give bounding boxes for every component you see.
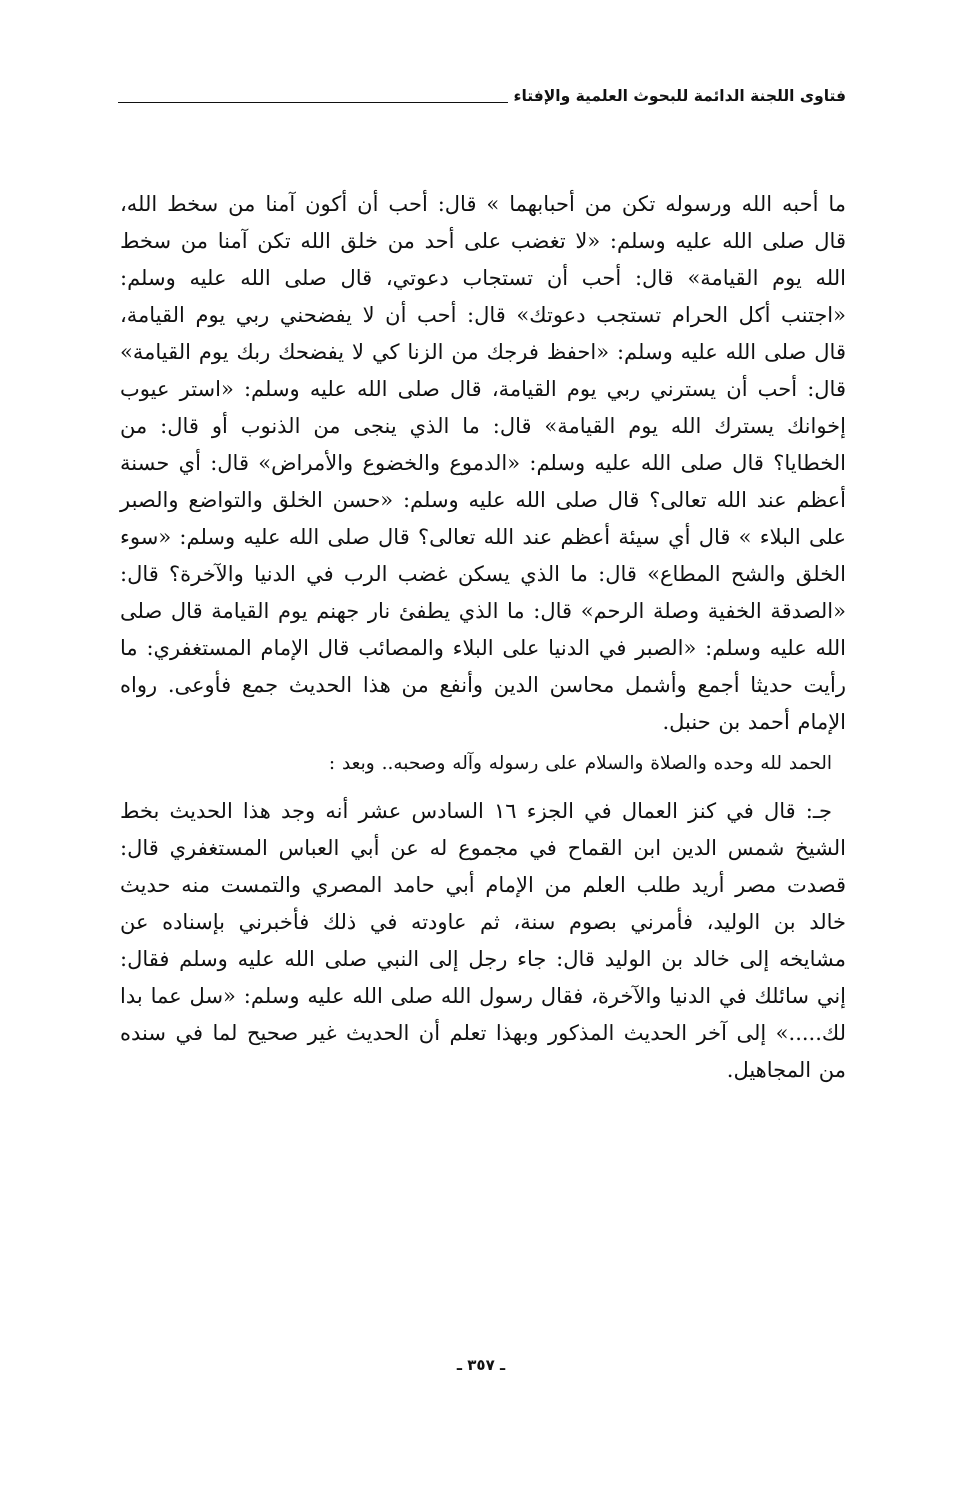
running-header [118, 84, 846, 108]
answer-paragraph: جـ: قال في كنز العمال في الجزء ١٦ السادس عشر أنه وجد هذا الحديث بخط الشيخ شمس الدين ابن القماح في مجموع له عن أبي العباس المستغفري قال: قصدت مصر أريد طلب العلم من الإمام أبي حامد المصري والتمست منه حديث خالد بن الوليد، فأمرني بصوم سنة، ثم عاودته في ذلك فأخبرني بإسناده عن مشايخه إلى خالد بن الوليد قال: جاء رجل إلى النبي صلى الله عليه وسلم فقال: إني سائلك في الدنيا والآخرة، فقال رسول الله صلى الله عليه وسلم: «سل عما بدا لك.....» إلى آخر الحديث المذكور وبهذا تعلم أن الحديث غير صحيح لما في سنده من المجاهيل. [120, 799, 846, 1082]
hadith-paragraph: ما أحبه الله ورسوله تكن من أحبابهما » قال: أحب أن أكون آمنا من سخط الله، قال صلى الله عليه وسلم: «لا تغضب على أحد من خلق الله تكن آمنا من سخط الله يوم القيامة» قال: أحب أن تستجاب دعوتي، قال صلى الله عليه وسلم: «اجتنب أكل الحرام تستجب دعوتك» قال: أحب أن لا يفضحني ربي يوم القيامة، قال صلى الله عليه وسلم: «احفظ فرجك من الزنا كي لا يفضحك ربك يوم القيامة» قال: أحب أن يسترني ربي يوم القيامة، قال صلى الله عليه وسلم: «استر عيوب إخوانك يسترك الله يوم القيامة» قال: ما الذي ينجى من الذنوب أو قال: من الخطايا؟ قال صلى الله عليه وسلم: «الدموع والخضوع والأمراض» قال: أي حسنة أعظم عند الله تعالى؟ قال صلى الله عليه وسلم: «حسن الخلق والتواضع والصبر على البلاء » قال أي سيئة أعظم عند الله تعالى؟ قال صلى الله عليه وسلم: «سوء الخلق والشح المطاع» قال: ما الذي يسكن غضب الرب في الدنيا والآخرة؟ قال: «الصدقة الخفية وصلة الرحم» قال: ما الذي يطفئ نار جهنم يوم القيامة قال صلى الله عليه وسلم: «الصبر في الدنيا على البلاء والمصائب قال الإمام المستغفري: ما رأيت حديثا أجمع وأشمل محاسن الدين وأنفع من هذا الحديث جمع فأوعى. رواه الإمام أحمد بن حنبل. [120, 192, 846, 734]
header-title: فتاوى اللجنة الدائمة للبحوث العلمية والإفتاء [513, 87, 846, 105]
page-body [120, 186, 846, 1089]
header-rule [118, 102, 508, 103]
page-number: ـ ٣٥٧ ـ [456, 1356, 506, 1374]
closing-formula: الحمد لله وحده والصلاة والسلام على رسوله وآله وصحبه.. وبعد : [328, 753, 832, 774]
